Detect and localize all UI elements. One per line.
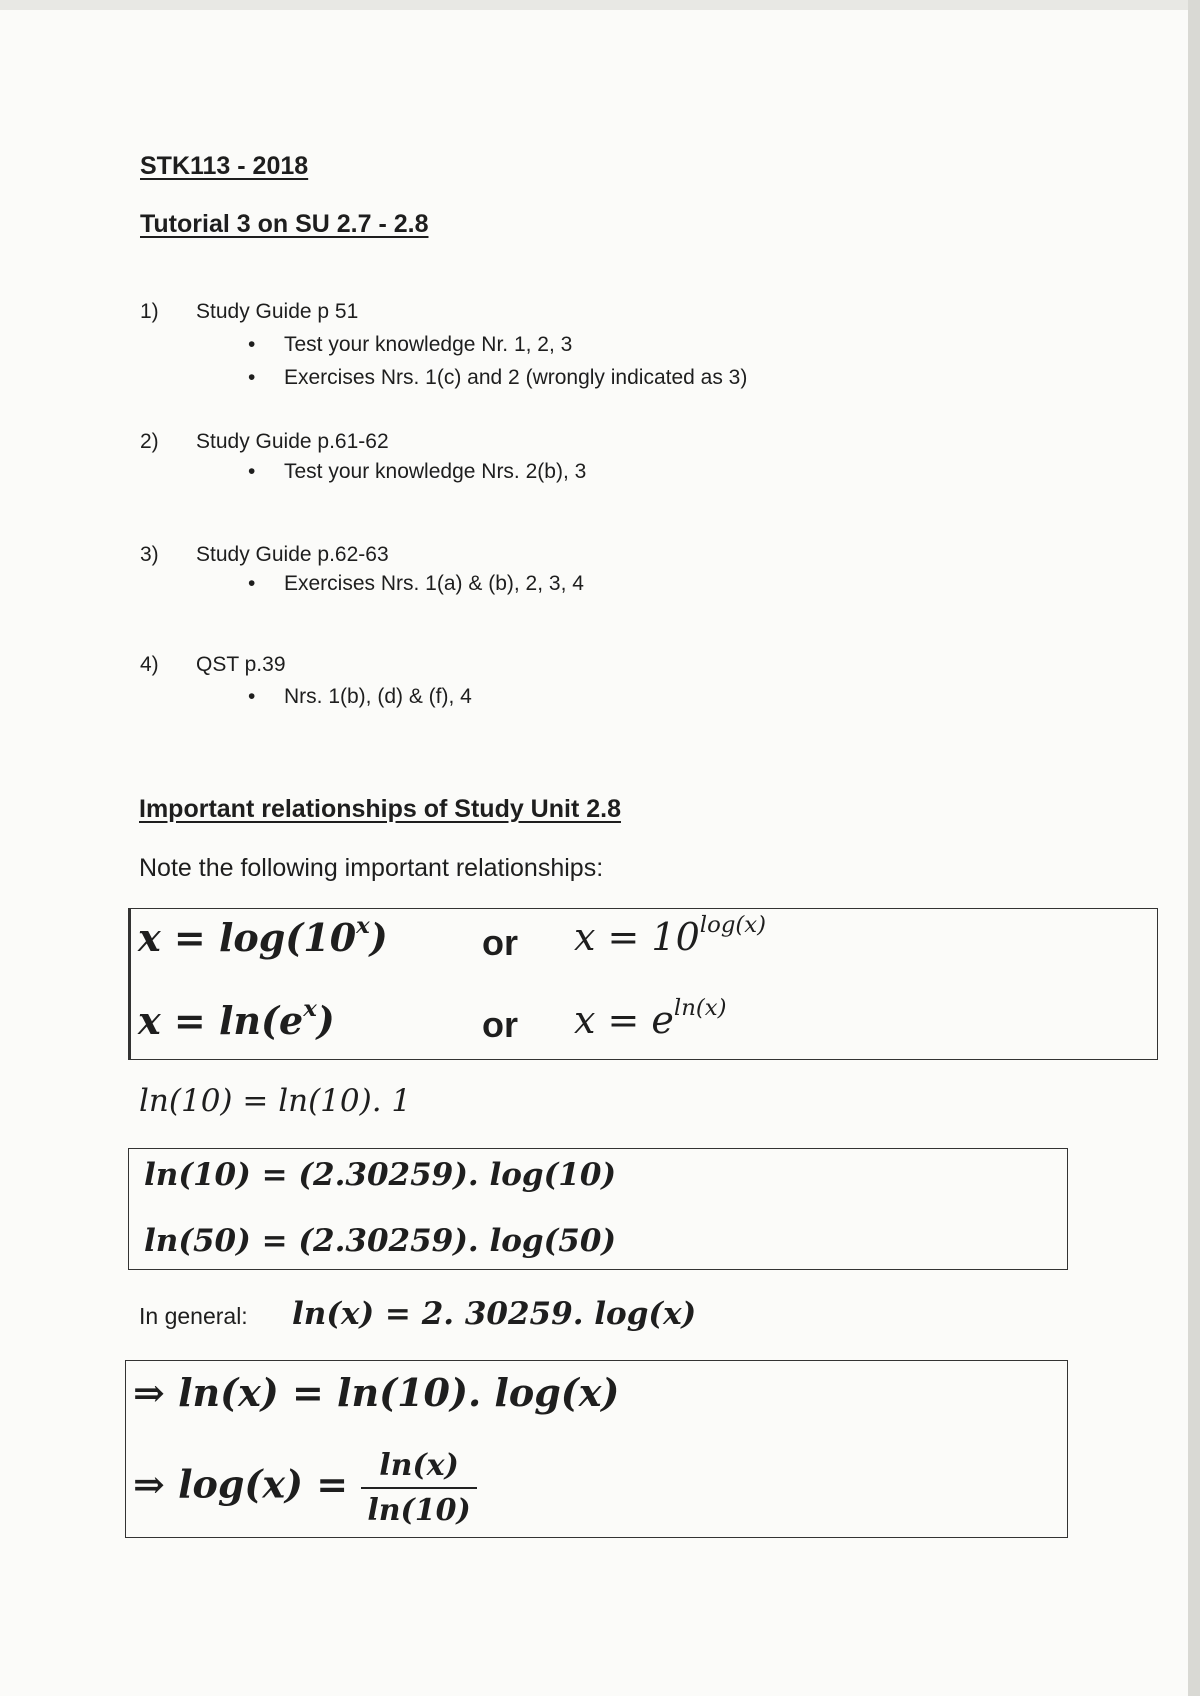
or-label: or <box>482 1004 518 1045</box>
task-bullet: Exercises Nrs. 1(c) and 2 (wrongly indicated as 3) <box>284 366 748 389</box>
task-bullet: Test your knowledge Nrs. 2(b), 3 <box>284 460 587 483</box>
ln-inverse-formula: $x = e^{ln(x)}$ <box>574 994 727 1042</box>
ln50-conversion-formula: ln(50) = (2.30259). log(50) <box>144 1223 617 1259</box>
ln-log-relation-formula: ⇒ ln(x) = ln(10). log(x) <box>133 1370 620 1415</box>
log-identity-formula: $x = \log(10^x)$ <box>138 912 388 960</box>
ln10-conversion-formula: ln(10) = (2.30259). log(10) <box>144 1157 617 1193</box>
ln-identity-formula: $x = \ln(e^x)$ <box>138 995 335 1043</box>
course-heading: STK113 - 2018 <box>140 152 309 180</box>
section-note: Note the following important relationships: <box>139 854 604 882</box>
bullet-icon: • <box>248 572 256 595</box>
log-inverse-formula: $x = 10^{log(x)}$ <box>574 911 767 959</box>
fraction-denominator: ln(10) <box>367 1493 471 1528</box>
bullet-icon: • <box>248 333 256 356</box>
bullet-icon: • <box>248 460 256 483</box>
bullet-icon: • <box>248 685 256 708</box>
task-number: 4) <box>140 653 159 676</box>
general-formula: ln(x) = 2. 30259. log(x) <box>292 1296 697 1332</box>
task-bullet: Exercises Nrs. 1(a) & (b), 2, 3, 4 <box>284 572 584 595</box>
task-number: 3) <box>140 543 159 566</box>
fraction-numerator: ln(x) <box>361 1448 476 1489</box>
fraction <box>361 1448 476 1528</box>
section-heading: Important relationships of Study Unit 2.8 <box>139 795 621 823</box>
or-label: or <box>482 922 518 963</box>
scan-edge-right <box>1188 0 1200 1696</box>
task-title: Study Guide p 51 <box>196 300 359 323</box>
task-number: 2) <box>140 430 159 453</box>
task-title: QST p.39 <box>196 653 286 676</box>
task-title: Study Guide p.61-62 <box>196 430 389 453</box>
general-label: In general: <box>139 1303 248 1329</box>
task-bullet: Nrs. 1(b), (d) & (f), 4 <box>284 685 472 708</box>
log-ln-relation-formula: ⇒ log(x) = $\frac{\ln(x)}{\ln(10)}$ <box>133 1448 477 1528</box>
task-number: 1) <box>140 300 159 323</box>
tutorial-heading: Tutorial 3 on SU 2.7 - 2.8 <box>140 210 429 238</box>
task-bullet: Test your knowledge Nr. 1, 2, 3 <box>284 333 573 356</box>
bullet-icon: • <box>248 366 256 389</box>
ln10-formula: ln(10) = ln(10). 1 <box>139 1083 412 1119</box>
task-title: Study Guide p.62-63 <box>196 543 389 566</box>
scan-edge-top <box>0 0 1200 10</box>
